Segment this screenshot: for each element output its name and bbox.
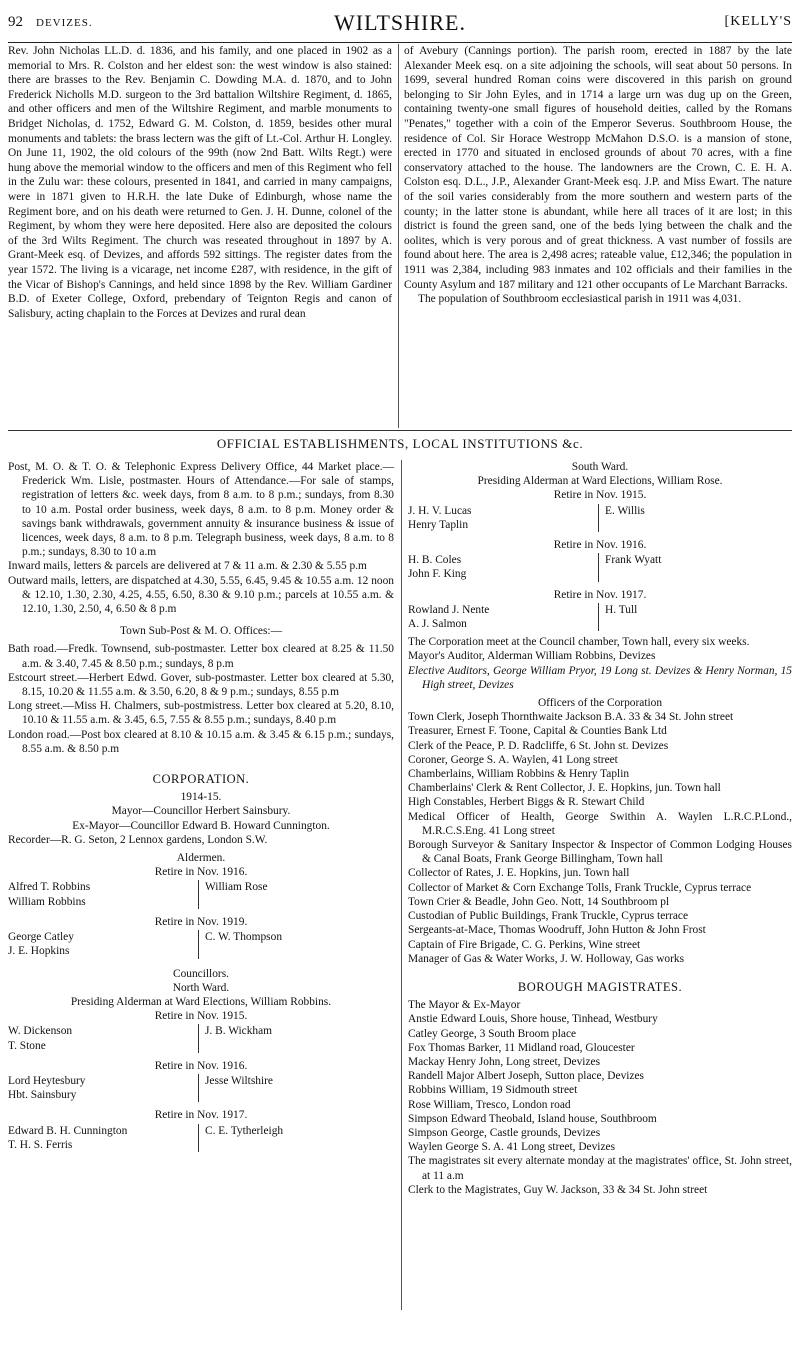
officer-entry: Collector of Rates, J. E. Hopkins, jun. Town hall xyxy=(408,867,630,880)
officer-entry: Manager of Gas & Water Works, J. W. Holloway, Gas works xyxy=(408,952,685,965)
member-name: Edward B. H. Cunnington xyxy=(8,1124,128,1137)
officer-entry: Custodian of Public Buildings, Frank Truckle, Cyprus terrace xyxy=(408,910,688,923)
magistrate-entry: Randell Major Albert Joseph, Sutton place, Devizes xyxy=(408,1070,644,1083)
directory-name: [KELLY'S xyxy=(724,14,792,29)
member-name: H. Tull xyxy=(605,603,638,616)
officer-entry: Chamberlains, William Robbins & Henry Taplin xyxy=(408,768,630,781)
member-name: W. Dickenson xyxy=(8,1025,73,1038)
magistrate-entry: Robbins William, 19 Sidmouth street xyxy=(408,1084,578,1097)
officer-entry: Captain of Fire Brigade, C. G. Perkins, Wine street xyxy=(408,938,641,951)
member-name: Alfred T. Robbins xyxy=(8,881,91,894)
intro-column-right xyxy=(404,44,792,307)
section-divider xyxy=(8,430,792,431)
council-meeting-note: The Corporation meet at the Council chamber, Town hall, every six weeks. xyxy=(408,636,750,649)
name-pair xyxy=(8,1074,394,1102)
member-name: J. B. Wickham xyxy=(205,1025,273,1038)
officers-list xyxy=(408,710,792,966)
member-name: Frank Wyatt xyxy=(605,554,662,567)
page-header xyxy=(8,8,792,43)
retire-line: Retire in Nov. 1916. xyxy=(553,539,647,552)
member-name: Jesse Wiltshire xyxy=(205,1074,273,1087)
right-column xyxy=(408,460,792,1197)
section-heading: OFFICIAL ESTABLISHMENTS, LOCAL INSTITUTIONS &c. xyxy=(216,436,584,451)
outward-mails: Outward mails, letters, are dispatched at 4.30, 5.55, 6.45, 9.45 & 10.55 a.m. 12 noon & 12.10, 1.30, 2.30, 4.25, 4.55, 6.50, 8.30 & 9.10 p.m.; parcels at 10.55 a.m. & 12.10, 1.30, 2.50, 4, 6.50 & 8 p.m xyxy=(8,574,394,616)
retire-line: Retire in Nov. 1919. xyxy=(154,915,248,928)
sub-office-entry: Bath road.—Fredk. Townsend, sub-postmaster. Letter box cleared at 8.25 & 11.50 a.m. & 3.40, 7.45 & 8.50 p.m.; sundays, 8 p.m xyxy=(8,643,394,670)
inward-mails: Inward mails, letters & parcels are delivered at 7 & 11 a.m. & 2.30 & 5.55 p.m xyxy=(8,560,367,573)
officer-entry: Medical Officer of Health, George Swithin A. Waylen L.R.C.P.Lond., M.R.C.S.Eng. 41 Long street xyxy=(408,810,792,837)
magistrate-entry: The Mayor & Ex-Mayor xyxy=(408,999,521,1012)
sub-office-entry: London road.—Post box cleared at 8.10 & 10.15 a.m. & 3.45 & 6.15 p.m.; sundays, 8.55 a.m. & 8.50 p.m xyxy=(8,728,394,755)
member-name: T. Stone xyxy=(8,1039,46,1052)
officer-entry: Chamberlains' Clerk & Rent Collector, J. E. Hopkins, jun. Town hall xyxy=(408,782,721,795)
intro-column-left xyxy=(8,44,392,321)
sub-office-entry: Estcourt street.—Herbert Edwd. Gover, sub-postmaster. Letter box cleared at 5.30, 8.15, 10.20 & 11.55 a.m. & 3.50, 6.20, 8 & 9 p.m.; sundays, 8.55 p.m xyxy=(8,671,394,699)
name-pair xyxy=(8,1024,394,1052)
aldermen-heading: Aldermen. xyxy=(176,852,226,865)
name-pair xyxy=(408,603,792,631)
column-divider xyxy=(398,44,399,428)
retire-line: Retire in Nov. 1917. xyxy=(154,1109,248,1122)
magistrate-entry: Rose William, Tresco, London road xyxy=(408,1098,571,1111)
post-office-entry: Post, M. O. & T. O. & Telephonic Express Delivery Office, 44 Market place.—Frederick Wm. Lisle, postmaster. Hours of Attendance.—For sale of stamps, registration of letters &c. week days, from 8 a.m. to 8 p.m.; sundays, from 8.30 to 10 a.m. Postal order business, week days, 8 a.m. to 8 p.m. Money order & savings bank withdrawals, government annuity & insurance business & issue of licences, week days, 8 a.m. to 8 p.m. Telegraph business, week days, 8 a.m. to 8 p.m.; sundays, 8.30 to 10 a.m xyxy=(8,461,394,559)
member-name: George Catley xyxy=(8,931,74,944)
sub-office-list xyxy=(8,642,394,756)
ex-mayor: Ex-Mayor—Councillor Edward B. Howard Cunnington. xyxy=(72,819,330,832)
member-name: J. E. Hopkins xyxy=(8,945,70,958)
member-name: C. E. Tytherleigh xyxy=(205,1124,284,1137)
member-name: Rowland J. Nente xyxy=(408,603,490,616)
magistrates-heading: BOROUGH MAGISTRATES. xyxy=(517,979,683,994)
officer-entry: Sergeants-at-Mace, Thomas Woodruff, John Hutton & John Frost xyxy=(408,924,706,937)
officer-entry: Town Clerk, Joseph Thornthwaite Jackson B.A. 33 & 34 St. John street xyxy=(408,711,734,724)
sub-office-entry: Long street.—Miss H. Chalmers, sub-postmistress. Letter box cleared at 5.20, 8.10, 10.10 & 11.55 a.m. & 3.45, 6.5, 7.55 & 8.55 p.m.; sundays, 8.40 p.m xyxy=(8,700,394,727)
retire-line: Retire in Nov. 1915. xyxy=(553,489,647,502)
officer-entry: Borough Surveyor & Sanitary Inspector & Inspector of Common Lodging Houses & Canal Boats, Frank George Billingham, Town hall xyxy=(408,839,792,866)
councillors-heading: Councillors. xyxy=(172,967,229,980)
magistrate-entry: Simpson Edward Theobald, Island house, Southbroom xyxy=(408,1112,657,1125)
ward-heading: South Ward. xyxy=(571,461,629,473)
member-name: William Rose xyxy=(205,881,268,894)
corporation-heading: CORPORATION. xyxy=(152,772,250,787)
magistrate-entry: Waylen George S. A. 41 Long street, Devizes xyxy=(408,1141,616,1154)
page-number: 92 xyxy=(8,14,23,30)
retire-line: Retire in Nov. 1915. xyxy=(154,1010,248,1023)
officer-entry: Clerk of the Peace, P. D. Radcliffe, 6 St. John st. Devizes xyxy=(408,739,669,752)
member-name: Henry Taplin xyxy=(408,518,469,531)
member-name: E. Willis xyxy=(605,504,645,517)
member-name: C. W. Thompson xyxy=(205,931,283,944)
member-name: J. H. V. Lucas xyxy=(408,504,472,517)
officer-entry: Treasurer, Ernest F. Toone, Capital & Counties Bank Ltd xyxy=(408,725,667,738)
member-name: A. J. Salmon xyxy=(408,618,467,631)
member-name: H. B. Coles xyxy=(408,554,462,567)
retire-line: Retire in Nov. 1916. xyxy=(154,866,248,879)
name-pair xyxy=(408,553,792,581)
magistrates-sitting-note: The magistrates sit every alternate monday at the magistrates' office, St. John street, at 11 a.m xyxy=(408,1155,792,1182)
elective-auditors: Elective Auditors, George William Pryor, 19 Long st. Devizes & Henry Norman, 15 High street, Devizes xyxy=(408,664,792,691)
magistrates-list xyxy=(408,998,792,1154)
member-name: Lord Heytesbury xyxy=(8,1074,86,1087)
member-name: William Robbins xyxy=(8,895,86,908)
retire-line: Retire in Nov. 1916. xyxy=(154,1059,248,1072)
retire-line: Retire in Nov. 1917. xyxy=(553,588,647,601)
magistrate-entry: Anstie Edward Louis, Shore house, Tinhead, Westbury xyxy=(408,1013,658,1026)
intro-paragraph: Rev. John Nicholas LL.D. d. 1836, and his family, and one placed in 1902 as a memorial to Mrs. R. Colston and her eldest son: the west window is also stained: there are brasses to the Rev. Benjamin C. Dowding M.A. d. 1870, and to John Frederick Nicholls M.D. surgeon to the 3rd battalion Wiltshire Regiment, d. 1865, and other officers and men of the Wiltshire Regiment, and marble monuments to Bridget Nicholas, d. 1752, Edward G. M. Colston, d. 1859, besides other mural monuments and tablets: the brass lectern was the gift of Lt.-Col. Arthur H. Longley. On June 11, 1902, the old colours of the 99th (now 2nd Batt. Wilts Regt.) were hung above the memorial window to the officers and men of this Regiment who fell in the Zulu war: these colours, presented in 1841, and carried in many campaigns, were in 1871 given to H.R.H. the late Duke of Edinburgh, whose name the Regiment bore, and on his death were returned to Gen. J. H. Dunne, colonel of the Regiment, by whom they were here deposited. Here also are deposited the colours of the 3rd Wilts Regiment. The church was reseated throughout in 1897 by A. Grant-Meek esq. of Devizes, and affords 592 sittings. The register dates from the year 1572. The living is a vicarage, net income £287, with residence, in the gift of the Vicar of Bishop's Cannings, and held since 1898 by the Rev. William Gardiner B.D. of Exeter College, Oxford, prebendary of Teignton Regis and canon of Salisbury, acting chaplain to the Forces at Devizes and rural dean xyxy=(8,45,392,320)
sub-post-heading: Town Sub-Post & M. O. Offices:— xyxy=(120,625,282,638)
officer-entry: Town Crier & Beadle, John Geo. Nott, 14 Southbroom pl xyxy=(408,895,670,908)
name-pair xyxy=(8,930,394,958)
place-name: DEVIZES. xyxy=(36,17,93,29)
mayors-auditor: Mayor's Auditor, Alderman William Robbins, Devizes xyxy=(408,650,656,663)
magistrate-entry: Catley George, 3 South Broom place xyxy=(408,1027,577,1040)
magistrate-entry: Fox Thomas Barker, 11 Midland road, Gloucester xyxy=(408,1041,635,1054)
ward-heading: North Ward. xyxy=(172,981,230,994)
member-name: T. H. S. Ferris xyxy=(8,1138,73,1151)
officer-entry: Collector of Market & Corn Exchange Tolls, Frank Truckle, Cyprus terrace xyxy=(408,881,752,894)
intro-paragraph: of Avebury (Cannings portion). The parish room, erected in 1887 by the late Alexander Meek esq. on a site adjoining the schools, will seat about 50 persons. In 1699, several hundred Roman coins were discovered in this parish on ground belonging to Sir John Eyles, and in 1714 a large urn was dug up on the Green, containing twenty-one small figures of household deities, called by the Romans "Penates," together with a coin of the Emperor Severus. Southbroom House, the residence of Col. Sir Horace Westropp McMahon D.S.O. is a mansion of stone, erected in 1770 and situated in enclosed grounds of about 70 acres, with a fine conservatory attached to the house. The landowners are the Crown, C. E. H. A. Colston esq. D.L., J.P., Alexander Grant-Meek esq. J.P. and Miss Ewart. The nature of the soil varies considerably from the more southern and western parts of the county; in the latter stone is abundant, while here all traces of it are lost; in this district is found the green sand, one of the beds lying between the chalk and the oolites, which is very porous and of great thickness. A vast number of fossils are found about here. The area is 2,498 acres; rateable value, £12,346; the population in 1911 was 2,384, including 983 inmates and 102 officials and their families in the County Asylum and 187 military and 121 other occupants of Le Marchant Barracks. xyxy=(404,45,792,291)
name-pair xyxy=(8,880,394,908)
population-note: The population of Southbroom ecclesiastical parish in 1911 was 4,031. xyxy=(418,293,742,306)
magistrate-entry: Mackay Henry John, Long street, Devizes xyxy=(408,1055,601,1068)
member-name: John F. King xyxy=(408,568,467,581)
column-divider xyxy=(401,460,402,1310)
left-column xyxy=(8,460,394,1153)
corporation-year: 1914-15. xyxy=(180,791,222,804)
name-pair xyxy=(8,1124,394,1152)
mayor: Mayor—Councillor Herbert Sainsbury. xyxy=(111,805,291,818)
officer-entry: Coroner, George S. A. Waylen, 41 Long street xyxy=(408,753,618,766)
name-pair xyxy=(408,504,792,532)
member-name: Hbt. Sainsbury xyxy=(8,1089,77,1102)
officer-entry: High Constables, Herbert Biggs & R. Stewart Child xyxy=(408,796,645,809)
county-title: WILTSHIRE. xyxy=(333,10,466,35)
presiding-alderman: Presiding Alderman at Ward Elections, William Rose. xyxy=(477,475,723,488)
magistrate-entry: Simpson George, Castle grounds, Devizes xyxy=(408,1126,601,1139)
officers-heading: Officers of the Corporation xyxy=(537,697,663,710)
presiding-alderman: Presiding Alderman at Ward Elections, William Robbins. xyxy=(70,995,332,1008)
magistrates-clerk: Clerk to the Magistrates, Guy W. Jackson, 33 & 34 St. John street xyxy=(408,1183,708,1196)
recorder: Recorder—R. G. Seton, 2 Lennox gardens, London S.W. xyxy=(8,833,268,846)
